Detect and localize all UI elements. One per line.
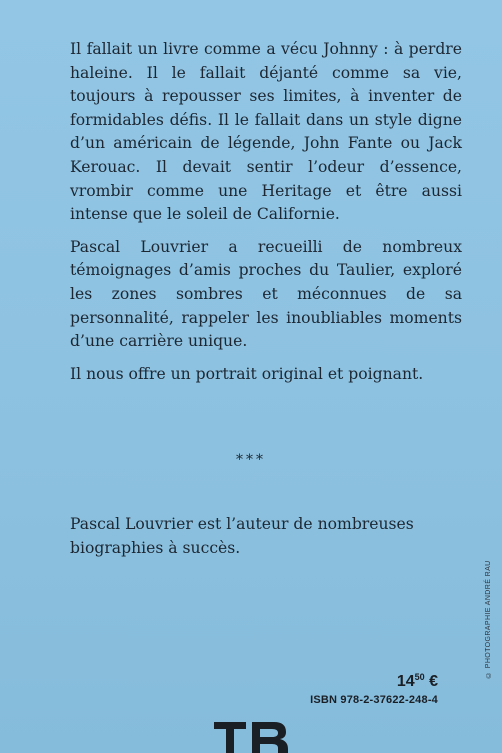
isbn-label: ISBN 978-2-37622-248-4 xyxy=(310,694,438,706)
price-currency: € xyxy=(429,673,438,690)
author-bio: Pascal Louvrier est l’auteur de nombreuses biographies à succès. xyxy=(70,515,414,557)
price-amount: 14 xyxy=(396,673,415,690)
blurb-paragraph-2: Pascal Louvrier a recueilli de nombreux témoignages d’amis proches du Taulier, exploré les zones sombres et méconnues de sa personnalité, rappeler les inoubliables moments d’une carrière unique. xyxy=(70,237,462,351)
price-cents: 50 xyxy=(414,672,425,682)
blurb-paragraph-1: Il fallait un livre comme a vécu Johnny : à perdre haleine. Il le fallait déjanté comme sa vie, toujours à repousser ses limites, à inventer de formidables défis. Il le fallait dans un style digne d’un américain de légende, John Fante ou Jack Kerouac. Il devait sentir l’odeur d’essence, vrombir comme une Heritage et être aussi intense que le soleil de Californie. xyxy=(70,40,462,224)
photo-credit: © PHOTOGRAPHIE ANDRÉ RAU xyxy=(485,560,492,678)
blurb-paragraph-3: Il nous offre un portrait original et poignant. xyxy=(70,364,424,383)
price-label xyxy=(397,672,438,691)
blurb xyxy=(70,38,462,386)
publisher-logo-icon xyxy=(212,716,290,753)
section-separator: *** xyxy=(236,452,266,468)
